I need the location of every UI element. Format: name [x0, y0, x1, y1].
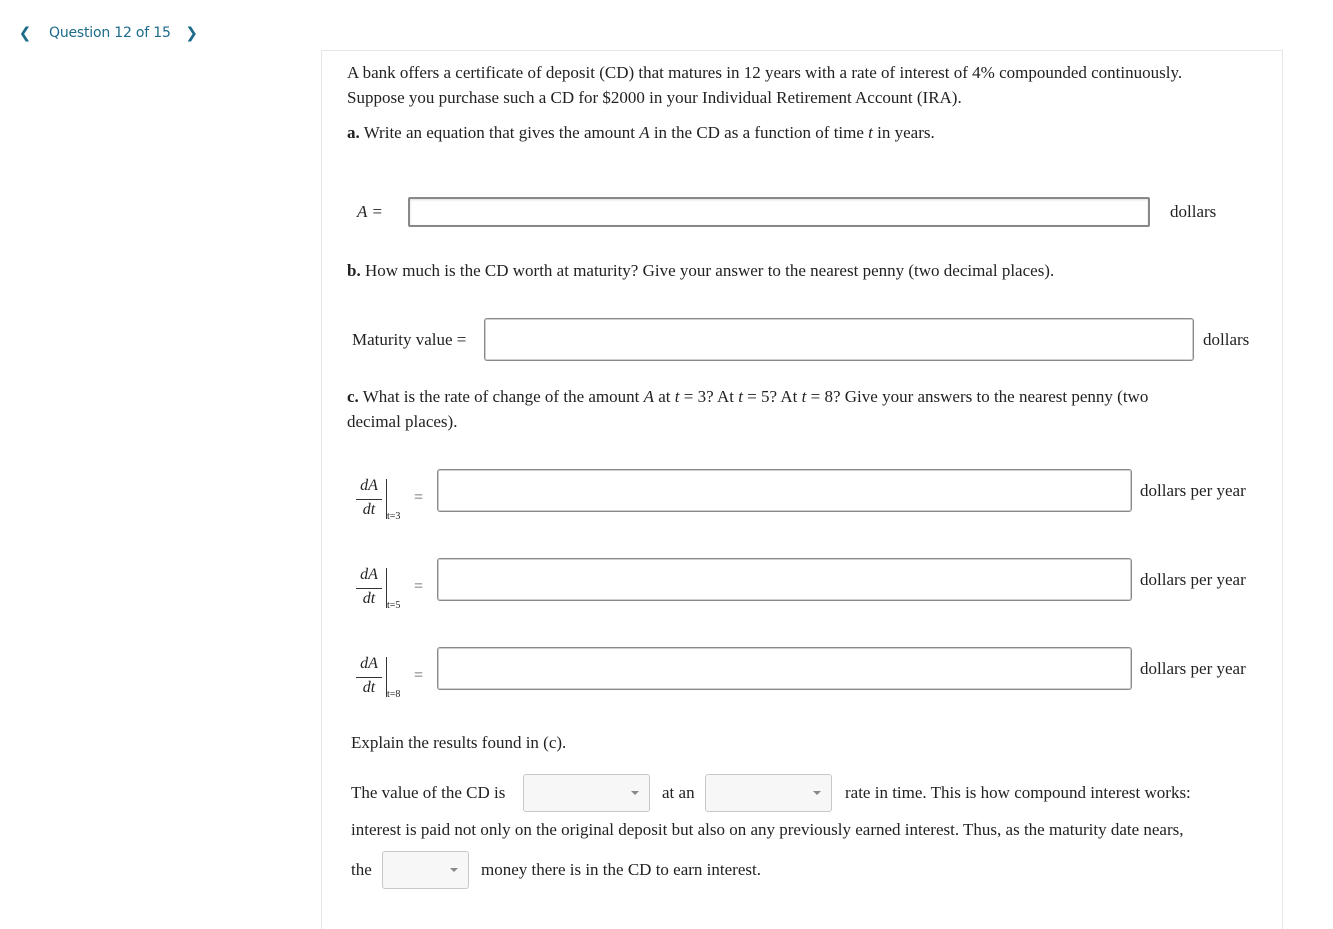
part-c-question [347, 384, 1148, 409]
derivative-denominator: dt [362, 679, 376, 696]
explain-text-6: money there is in the CD to earn interest. [481, 860, 761, 879]
rate-trend-select[interactable] [705, 774, 832, 812]
part-a-text-2: in the CD as a function of time [649, 123, 869, 142]
derivative-numerator: dA [360, 477, 378, 494]
problem-intro-line2: Suppose you purchase such a CD for $2000 in your Individual Retirement Account (IRA). [347, 88, 962, 107]
explain-text-4: interest is paid not only on the original deposit but also on any previously earned interest. Thus, as the maturity date nears, [351, 820, 1184, 839]
part-c-tag: c. [347, 387, 359, 406]
evaluation-point: t=8 [387, 689, 401, 700]
rate-t5-input[interactable] [437, 558, 1132, 601]
part-a-unit: dollars [1170, 202, 1217, 221]
rate-t3-input[interactable] [437, 469, 1132, 512]
part-b-unit: dollars [1203, 330, 1250, 349]
part-c-question-line2: decimal places). [347, 412, 458, 431]
equals-sign: = [414, 667, 424, 684]
chevron-right-icon[interactable]: ❯ [185, 24, 198, 42]
amount-equation-input[interactable] [408, 197, 1150, 227]
derivative-denominator: dt [362, 590, 376, 607]
part-c-text-4: = 5? At [742, 387, 802, 406]
part-a-lhs: A = [357, 202, 383, 221]
part-a-tag: a. [347, 123, 360, 142]
var-a: A [639, 123, 650, 142]
rate-t8-unit: dollars per year [1140, 659, 1246, 678]
var-t: t [674, 387, 680, 406]
problem-intro-line1: A bank offers a certificate of deposit (CD) that matures in 12 years with a rate of interest of 4% compounded continuously. [347, 63, 1183, 82]
part-c-text-1: What is the rate of change of the amount [358, 387, 644, 406]
part-c-text-3: = 3? At [679, 387, 739, 406]
fraction-bar [356, 588, 382, 589]
rate-t5-unit: dollars per year [1140, 570, 1246, 589]
chevron-down-icon [450, 868, 458, 872]
equals-sign: = [414, 489, 424, 506]
question-nav [18, 22, 199, 44]
explain-text-3: rate in time. This is how compound interest works: [845, 783, 1191, 802]
chevron-left-icon[interactable]: ❮ [18, 24, 32, 42]
rate-t3-unit: dollars per year [1140, 481, 1246, 500]
rate-t8-input[interactable] [437, 647, 1132, 690]
explain-prompt: Explain the results found in (c). [351, 733, 567, 752]
explain-text-5: the [351, 860, 372, 879]
evaluation-point: t=5 [387, 600, 401, 611]
part-b-lhs: Maturity value = [352, 330, 467, 349]
money-amount-select[interactable] [382, 851, 469, 889]
part-b-tag: b. [347, 261, 361, 280]
value-trend-select[interactable] [523, 774, 650, 812]
derivative-numerator: dA [360, 566, 378, 583]
part-a-text-1: Write an equation that gives the amount [359, 123, 640, 142]
var-t: t [738, 387, 743, 406]
var-a: A [643, 387, 654, 406]
chevron-down-icon [813, 791, 821, 795]
derivative-numerator: dA [360, 655, 378, 672]
explain-text-2: at an [662, 783, 695, 802]
derivative-denominator: dt [362, 501, 376, 518]
part-b-question [347, 258, 1054, 283]
var-t: t [801, 387, 807, 406]
chevron-down-icon [631, 791, 639, 795]
question-counter: Question 12 of 15 [49, 25, 171, 41]
part-a-text-3: in years. [872, 123, 935, 142]
equals-sign: = [414, 578, 424, 595]
part-a-question [347, 120, 935, 145]
maturity-value-input[interactable] [484, 318, 1194, 361]
evaluation-point: t=3 [387, 511, 401, 522]
part-c-text-2: at [654, 387, 675, 406]
var-t: t [868, 123, 873, 142]
part-c-text-5: = 8? Give your answers to the nearest penny (two [806, 387, 1149, 406]
explain-text-1: The value of the CD is [351, 783, 506, 802]
fraction-bar [356, 677, 382, 678]
part-b-text: How much is the CD worth at maturity? Give your answer to the nearest penny (two decimal places). [360, 261, 1055, 280]
fraction-bar [356, 499, 382, 500]
